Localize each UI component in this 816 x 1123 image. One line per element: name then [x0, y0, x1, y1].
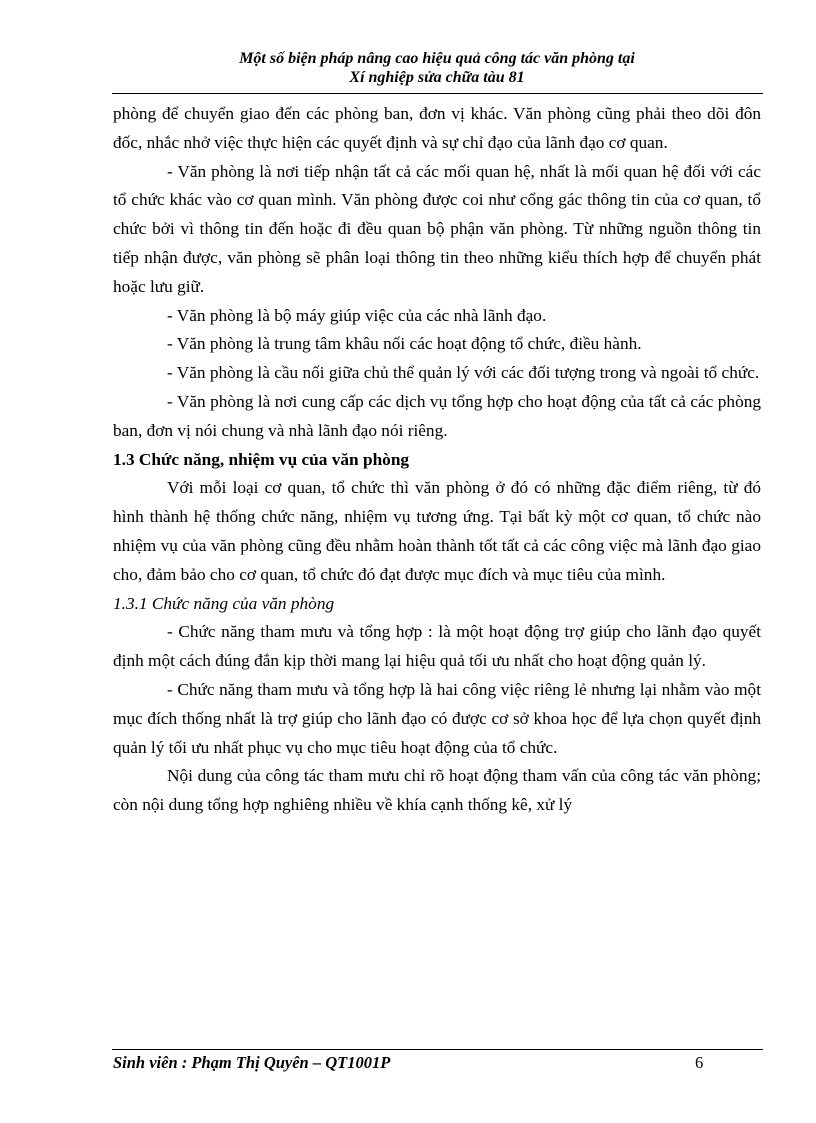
paragraph: - Văn phòng là bộ máy giúp việc của các nhà lãnh đạo.	[167, 305, 547, 325]
paragraph: Nội dung của công tác tham mưu chỉ rõ hoạt động tham vấn của công tác văn phòng; còn nội dung tổng hợp nghiêng nhiều về khía cạnh thống kê, xử lý	[113, 766, 761, 815]
paragraph: phòng để chuyển giao đến các phòng ban, đơn vị khác. Văn phòng cũng phải theo dõi đôn đốc, nhắc nhở việc thực hiện các quyết định và sự chỉ đạo của lãnh đạo cơ quan.	[113, 104, 761, 152]
page-number: 6	[695, 1053, 704, 1072]
header-title-line1: Một số biện pháp nâng cao hiệu quả công tác văn phòng tại	[239, 50, 635, 67]
paragraph: - Chức năng tham mưu và tổng hợp : là một hoạt động trợ giúp cho lãnh đạo quyết định một cách đúng đắn kịp thời mang lại hiệu quả tối ưu nhất cho hoạt động quản lý.	[113, 622, 761, 671]
footer-divider	[112, 1049, 763, 1050]
paragraph: - Văn phòng là nơi tiếp nhận tất cả các mối quan hệ, nhất là mối quan hệ đối với các tổ chức khác vào cơ quan mình. Văn phòng được coi như cổng gác thông tin của cơ quan, tổ chức bởi vì thông tin đến hoặc đi đều quan bộ phận văn phòng. Từ những nguồn thông tin tiếp nhận được, văn phòng sẽ phân loại thông tin theo những kiểu thích hợp để chuyển phát hoặc lưu giữ.	[113, 161, 761, 296]
paragraph: - Văn phòng là nơi cung cấp các dịch vụ tổng hợp cho hoạt động của tất cả các phòng ban, đơn vị nói chung và nhà lãnh đạo nói riêng.	[113, 391, 761, 440]
header-title-line2: Xí nghiệp sửa chữa tàu 81	[349, 69, 525, 86]
page-body	[113, 100, 761, 820]
paragraph: - Văn phòng là cầu nối giữa chủ thể quản lý với các đối tượng trong và ngoài tổ chức.	[167, 363, 760, 383]
paragraph: - Văn phòng là trung tâm khâu nối các hoạt động tổ chức, điều hành.	[167, 334, 642, 354]
paragraph: Với mỗi loại cơ quan, tổ chức thì văn phòng ở đó có những đặc điểm riêng, từ đó hình thành hệ thống chức năng, nhiệm vụ tương ứng. Tại bất kỳ một cơ quan, tổ chức nào nhiệm vụ của văn phòng cũng đều nhằm hoàn thành tốt tất cả các công việc mà lãnh đạo giao cho, đảm bảo cho cơ quan, tổ chức đó đạt được mục đích và mục tiêu của mình.	[113, 478, 761, 584]
footer-student: Sinh viên : Phạm Thị Quyên – QT1001P	[113, 1053, 391, 1072]
subsection-heading: 1.3.1 Chức năng của văn phòng	[113, 593, 335, 613]
paragraph: - Chức năng tham mưu và tổng hợp là hai công việc riêng lẻ nhưng lại nhằm vào một mục đích thống nhất là trợ giúp cho lãnh đạo có được cơ sở khoa học để lựa chọn quyết định quản lý tối ưu nhất phục vụ cho mục tiêu hoạt động của tổ chức.	[113, 679, 761, 757]
header-divider	[112, 93, 763, 94]
section-heading: 1.3 Chức năng, nhiệm vụ của văn phòng	[113, 449, 410, 469]
running-header	[112, 49, 762, 87]
